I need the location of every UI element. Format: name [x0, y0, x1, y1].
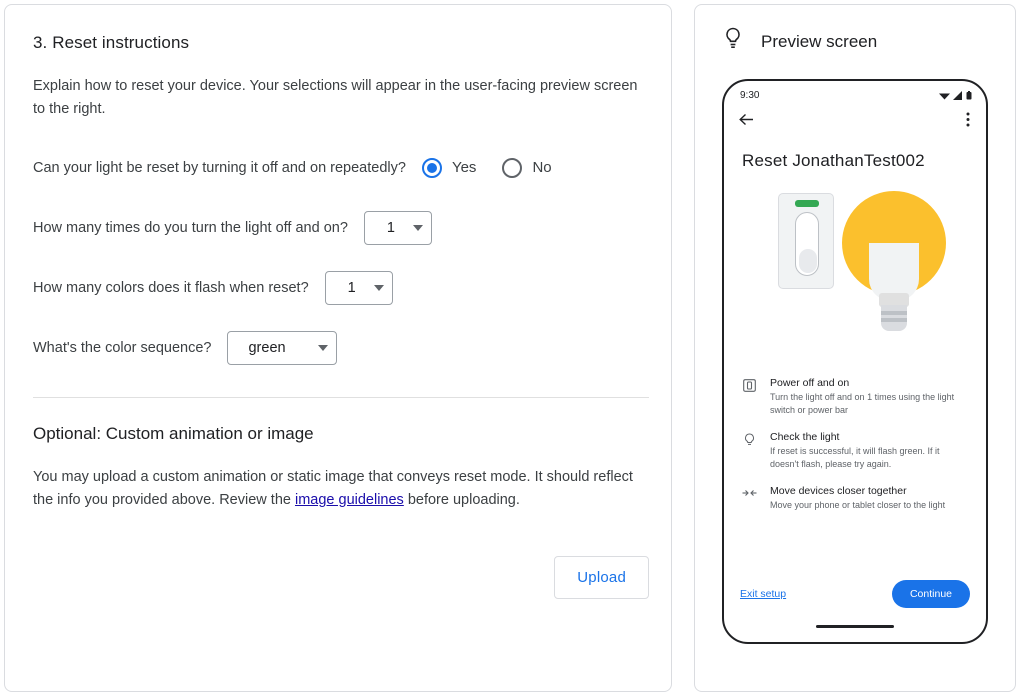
- tip-text-block: [770, 377, 970, 417]
- tip-body: If reset is successful, it will flash green. If it doesn't flash, please try again.: [770, 446, 940, 470]
- status-icon-group: [939, 91, 972, 100]
- power-switch-icon: [740, 377, 758, 417]
- select-flash-colors-value: 1: [347, 279, 356, 296]
- question-row-reset-method: [33, 151, 647, 185]
- move-closer-icon: [740, 485, 758, 512]
- tip-title: Check the light: [770, 431, 840, 444]
- image-guidelines-link[interactable]: image guidelines: [294, 491, 404, 508]
- preview-card: [694, 4, 1016, 692]
- light-bulb-ring-1: [881, 311, 907, 315]
- light-bulb-ring-2: [881, 318, 907, 322]
- phone-preview: [722, 79, 988, 644]
- lightbulb-icon: [740, 431, 758, 471]
- list-item: [740, 377, 970, 417]
- tip-body: Move your phone or tablet closer to the light: [770, 500, 946, 511]
- select-flash-colors[interactable]: [325, 271, 393, 305]
- question-row-flash-colors: [33, 271, 647, 305]
- upload-button[interactable]: Upload: [554, 556, 649, 599]
- list-item: [740, 431, 970, 471]
- radio-yes-icon[interactable]: [422, 158, 442, 178]
- phone-screen-title: Reset JonathanTest002: [742, 151, 925, 170]
- tip-text-block: [770, 431, 970, 471]
- question-label-color-sequence: What's the color sequence?: [33, 339, 212, 356]
- exit-setup-link[interactable]: Exit setup: [740, 588, 787, 600]
- signal-icon: [953, 91, 963, 100]
- section-description: Explain how to reset your device. Your selections will appear in the user-facing preview screen to the right.: [33, 78, 638, 117]
- radio-group-reset-method: [422, 158, 552, 178]
- question-label-reset-method: Can your light be reset by turning it off and on repeatedly?: [33, 159, 406, 176]
- radio-no-icon[interactable]: [502, 158, 522, 178]
- list-item: [740, 485, 970, 512]
- tip-body: Turn the light off and on 1 times using the light switch or power bar: [770, 392, 955, 416]
- optional-section-description: [33, 466, 647, 512]
- optional-section-title: Optional: Custom animation or image: [33, 423, 314, 443]
- continue-button[interactable]: Continue: [892, 580, 970, 608]
- chevron-down-icon: [413, 225, 423, 231]
- radio-yes-label: Yes: [451, 159, 477, 177]
- optional-desc-before: You may upload a custom animation or static image that conveys reset mode. It should reflect the info you provided above. Review the: [33, 468, 633, 508]
- radio-option-no[interactable]: [502, 158, 551, 178]
- switch-knob: [799, 249, 817, 273]
- chevron-down-icon: [318, 345, 328, 351]
- lightbulb-icon: [723, 27, 743, 56]
- select-off-on-times-value: 1: [386, 219, 395, 236]
- question-row-color-sequence: [33, 331, 647, 365]
- preview-header-title: Preview screen: [761, 31, 878, 51]
- wifi-icon: [939, 91, 950, 100]
- status-time: 9:30: [740, 90, 760, 101]
- upload-button-row: [33, 556, 649, 599]
- chevron-down-icon: [374, 285, 384, 291]
- phone-action-bar: [724, 580, 986, 608]
- battery-icon: [966, 91, 972, 100]
- reset-illustration: [724, 181, 986, 367]
- question-label-flash-colors: How many colors does it flash when reset?: [33, 279, 309, 296]
- phone-status-bar: [724, 81, 986, 101]
- switch-led-indicator: [795, 200, 819, 207]
- radio-option-yes[interactable]: [422, 158, 476, 178]
- reset-instructions-card: [4, 4, 672, 692]
- light-switch-graphic: [778, 193, 834, 289]
- select-color-sequence[interactable]: [227, 331, 337, 365]
- tip-text-block: [770, 485, 945, 512]
- select-off-on-times[interactable]: [364, 211, 432, 245]
- section-divider: [33, 397, 649, 398]
- home-indicator: [816, 625, 894, 628]
- radio-no-label: No: [532, 159, 552, 177]
- arrow-back-icon[interactable]: [738, 111, 755, 133]
- switch-toggle: [795, 212, 819, 276]
- reset-tip-list: [724, 367, 986, 512]
- phone-app-bar: [724, 101, 986, 133]
- question-label-off-on-times: How many times do you turn the light off and on?: [33, 219, 348, 236]
- tip-title: Power off and on: [770, 377, 850, 389]
- question-row-off-on-times: [33, 211, 647, 245]
- tip-title: Move devices closer together: [770, 485, 907, 498]
- preview-header: [695, 27, 1015, 56]
- optional-desc-after: before uploading.: [403, 491, 520, 508]
- select-color-sequence-value: green: [248, 339, 286, 356]
- more-vert-icon[interactable]: [966, 111, 970, 133]
- page-title: 3. Reset instructions: [33, 33, 190, 52]
